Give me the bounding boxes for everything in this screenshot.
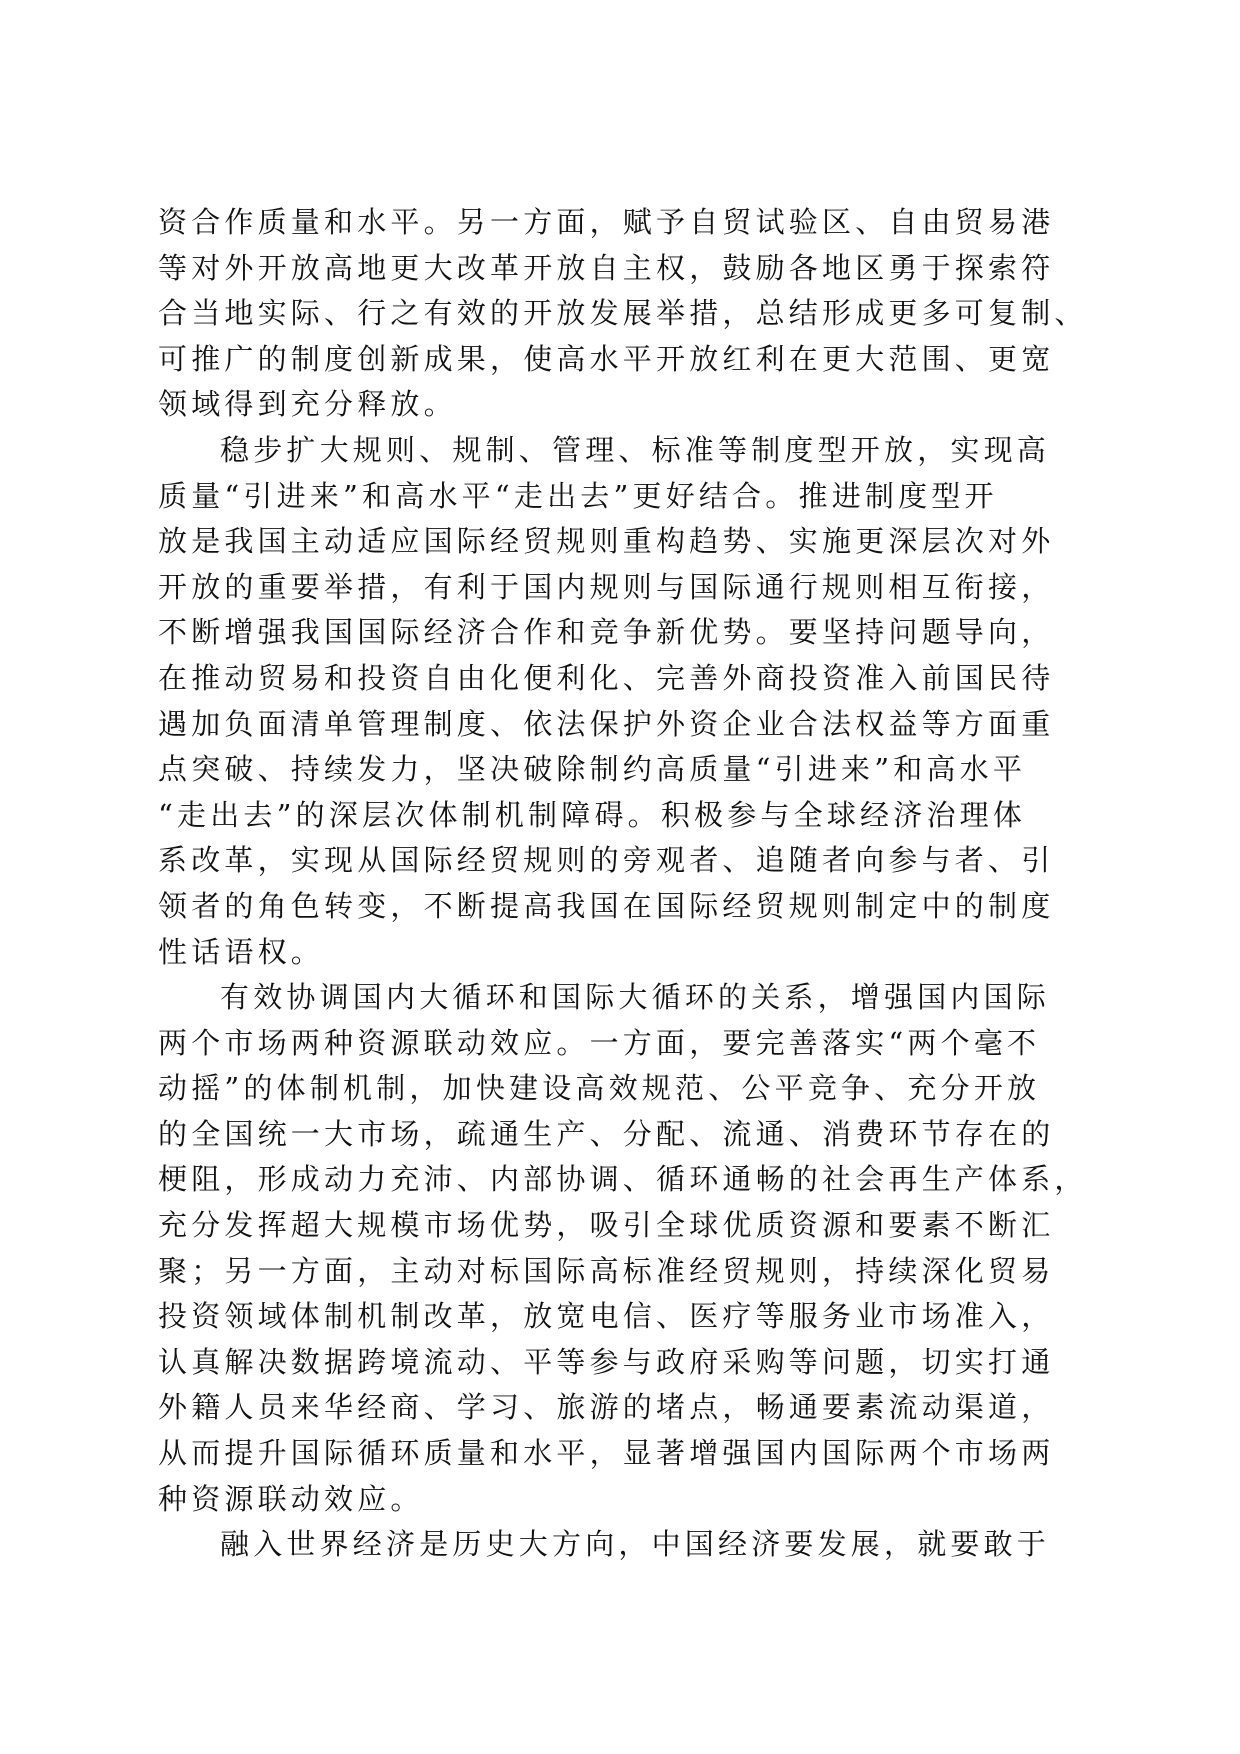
- text-line-9: 开放的重要举措，有利于国内规则与国际通行规则相互衔接，: [158, 569, 1055, 604]
- text-line-16: 领者的角色转变，不断提高我国在国际经贸规则制定中的制度: [158, 888, 1055, 923]
- text-line-19: 两个市场两种资源联动效应。一方面，要完善落实“两个毫不: [158, 1025, 1041, 1060]
- text-line-29: 种资源联动效应。: [158, 1481, 424, 1516]
- text-line-23: 充分发挥超大规模市场优势，吸引全球优质资源和要素不断汇: [158, 1208, 1055, 1243]
- text-line-25: 投资领域体制机制改革，放宽电信、医疗等服务业市场准入，: [158, 1299, 1055, 1334]
- text-line-5: 领域得到充分释放。: [158, 387, 457, 422]
- text-line-17: 性话语权。: [158, 934, 325, 969]
- text-line-20: 动摇”的体制机制，加快建设高效规范、公平竞争、充分开放: [158, 1071, 1041, 1106]
- text-line-24: 聚；另一方面，主动对标国际高标准经贸规则，持续深化贸易: [158, 1253, 1055, 1288]
- text-line-10: 不断增强我国国际经济合作和竞争新优势。要坚持问题导向，: [158, 615, 1055, 650]
- text-line-2: 等对外开放高地更大改革开放自主权，鼓励各地区勇于探索符: [158, 250, 1055, 285]
- text-line-30: 融入世界经济是历史大方向，中国经济要发展，就要敢于: [220, 1527, 1051, 1562]
- text-line-15: 系改革，实现从国际经贸规则的旁观者、追随者向参与者、引: [158, 843, 1055, 878]
- text-line-22: 梗阻，形成动力充沛、内部协调、循环通畅的社会再生产体系，: [158, 1162, 1088, 1197]
- text-line-7: 质量“引进来”和高水平“走出去”更好结合。推进制度型开: [158, 478, 998, 513]
- body-text: [158, 200, 1098, 1568]
- text-line-11: 在推动贸易和投资自由化便利化、完善外商投资准入前国民待: [158, 660, 1055, 695]
- text-line-14: “走出去”的深层次体制机制障碍。积极参与全球经济治理体: [158, 797, 1027, 832]
- text-line-1: 资合作质量和水平。另一方面，赋予自贸试验区、自由贸易港: [158, 205, 1055, 239]
- text-line-3: 合当地实际、行之有效的开放发展举措，总结形成更多可复制、: [158, 296, 1088, 331]
- text-line-28: 从而提升国际循环质量和水平，显著增强国内国际两个市场两: [158, 1436, 1055, 1471]
- text-line-18: 有效协调国内大循环和国际大循环的关系，增强国内国际: [220, 980, 1051, 1015]
- text-line-13: 点突破、持续发力，坚决破除制约高质量“引进来”和高水平: [158, 752, 1027, 787]
- text-line-6: 稳步扩大规则、规制、管理、标准等制度型开放，实现高: [220, 432, 1051, 467]
- text-line-27: 外籍人员来华经商、学习、旅游的堵点，畅通要素流动渠道，: [158, 1390, 1055, 1425]
- text-line-4: 可推广的制度创新成果，使高水平开放红利在更大范围、更宽: [158, 341, 1055, 376]
- text-line-26: 认真解决数据跨境流动、平等参与政府采购等问题，切实打通: [158, 1344, 1055, 1379]
- text-line-21: 的全国统一大市场，疏通生产、分配、流通、消费环节存在的: [158, 1116, 1055, 1151]
- text-line-12: 遇加负面清单管理制度、依法保护外资企业合法权益等方面重: [158, 706, 1055, 741]
- text-line-8: 放是我国主动适应国际经贸规则重构趋势、实施更深层次对外: [158, 524, 1055, 559]
